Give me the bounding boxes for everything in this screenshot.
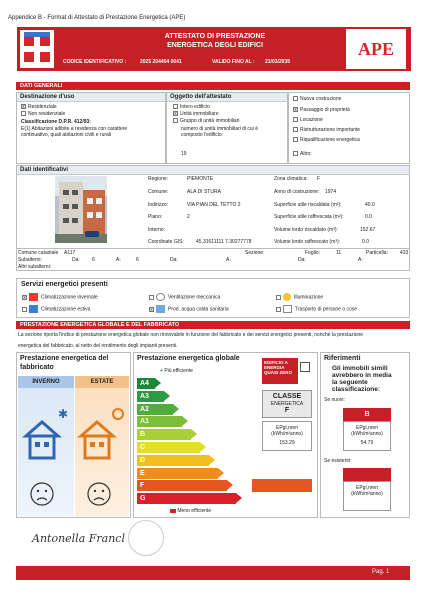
classe-title-2: ENERGETICA	[270, 401, 304, 407]
se-nuovi-epgl-unit: (kWh/m²anno)	[351, 431, 383, 437]
snowflake-icon	[29, 305, 38, 313]
energy-class-e: E	[137, 468, 218, 479]
coordinate-value: 45.31611111 7.30277778	[196, 239, 252, 245]
ventilazione-checkbox[interactable]	[149, 295, 154, 300]
subalterni-label: Subalterni:	[18, 257, 42, 263]
acqua-calda-checkbox[interactable]: x	[150, 306, 153, 313]
sup-raff-label: Superficie utile raffrescata (m²):	[274, 214, 344, 220]
sup-risc-label: Superficie utile riscaldata (m²):	[274, 202, 342, 208]
elevator-icon	[283, 305, 292, 313]
indirizzo-value: VIA PIAN DEL TETTO 2	[187, 202, 241, 208]
doc-title-2: ENERGETICA DEGLI EDIFICI	[167, 42, 263, 49]
radiator-icon	[29, 293, 38, 301]
valido-label: VALIDO FINO AL :	[212, 59, 255, 65]
classificazione-text-2: continuativo, quali abitazioni civili e rurali	[21, 132, 112, 138]
sup-risc-value: 40.0	[365, 202, 375, 208]
locazione-checkbox[interactable]	[293, 117, 298, 122]
edificio-zero-badge: EDIFICIO A ENERGIA QUASI ZERO	[262, 358, 298, 384]
sub-da-3-label: Da:	[298, 257, 306, 263]
vol-raff-value: 0.0	[362, 239, 369, 245]
classe-box	[262, 390, 312, 418]
energy-class-g: G	[137, 493, 236, 504]
sub-da-1-label: Da:	[72, 257, 80, 263]
se-nuovi-epgl-label: EPgl,nren	[356, 425, 378, 431]
rif-text-4: classificazione:	[332, 386, 381, 393]
divider	[16, 248, 410, 249]
nuova-costruzione-checkbox[interactable]	[293, 96, 298, 101]
regione-label: Regione:	[148, 176, 169, 182]
altro-label: Altro:	[300, 151, 312, 157]
se-nuovi-value: 54.79	[360, 440, 374, 446]
minus-icon	[170, 509, 176, 513]
ristrutturazione-label: Ristrutturazione importante	[300, 127, 361, 133]
intero-edificio-label: Intero edificio	[180, 104, 210, 110]
particella-label: Particella:	[366, 250, 388, 256]
unita-immobiliare-checkbox[interactable]: x	[174, 111, 177, 118]
gruppo-unita-label: Gruppo di unità immobiliari	[180, 118, 240, 124]
anno-value: 1974	[325, 189, 337, 195]
indirizzo-label: Indirizzo:	[148, 202, 169, 208]
page-number: Pag. 1	[372, 569, 390, 575]
estate-label: ESTATE	[75, 376, 129, 388]
non-residenziale-label: Non residenziale	[28, 111, 66, 117]
epgl-value: 153.29	[279, 440, 295, 446]
fabbricato-title-1: Prestazione energetica del	[20, 355, 109, 362]
lightbulb-icon	[283, 293, 291, 301]
se-esistenti-class	[343, 468, 391, 481]
numero-unita-value: 19	[181, 151, 187, 157]
piu-efficiente-label: Più efficiente	[164, 368, 193, 374]
destinazione-box	[16, 92, 166, 164]
stamp	[128, 520, 164, 556]
energy-class-b: B	[137, 429, 191, 440]
dati-identificativi-title: Dati identificativi	[17, 166, 409, 175]
svg-text:✱: ✱	[58, 407, 69, 421]
prestazione-intro-2: energetica del fabbricato, al netto del rendimento degli impianti presenti.	[18, 343, 178, 349]
passaggio-checkbox[interactable]: x	[294, 107, 297, 114]
clim-invernale-checkbox[interactable]: x	[23, 294, 26, 301]
inverno-panel	[18, 388, 74, 516]
sub-da-2-label: Da:	[170, 257, 178, 263]
foglio-label: Foglio:	[305, 250, 321, 256]
globale-title: Prestazione energetica globale	[137, 355, 240, 362]
classificazione-text-1: E(1) Abitazioni adibite a residenza con carattere	[21, 126, 128, 132]
sub-a-3-label: A:	[358, 257, 363, 263]
classificazione-label: Classificazione D.P.R. 412/93:	[21, 119, 91, 125]
acqua-calda-label: Prod. acqua calda sanitaria	[168, 306, 229, 313]
energy-class-c: C	[137, 442, 200, 453]
energy-class-f: F	[137, 480, 227, 491]
fan-icon	[156, 293, 165, 301]
foglio-value: 11	[336, 250, 342, 256]
comune-catastale-value: A117	[64, 250, 76, 256]
illuminazione-label: Illuminazione	[294, 294, 324, 301]
meno-efficiente-label: Meno efficiente	[177, 508, 212, 514]
se-nuovi-box	[343, 421, 391, 451]
footer-band	[16, 566, 410, 580]
ape-logo: APE	[346, 29, 406, 69]
piano-value: 2	[187, 214, 190, 220]
se-nuovi-class: B	[343, 408, 391, 421]
energy-class-d: D	[137, 455, 209, 466]
sup-raff-value: 0.0	[365, 214, 372, 220]
sub-a-1-label: A:	[116, 257, 121, 263]
oggetto-title: Oggetto dell'attestato	[167, 93, 287, 102]
epgl-box	[262, 421, 312, 451]
water-tap-icon	[156, 305, 165, 313]
interno-label: Interno:	[148, 227, 165, 233]
epgl-unit: (kWh/m²anno)	[271, 431, 303, 437]
nuova-costruzione-label: Nuova costruzione	[300, 96, 342, 102]
prestazione-header: PRESTAZIONE ENERGETICA GLOBALE E DEL FABBRICATO	[16, 321, 410, 329]
vol-risc-value: 152.67	[360, 227, 376, 233]
se-nuovi-label: Se nuovi:	[324, 397, 345, 403]
anno-label: Anno di costruzione:	[274, 189, 320, 195]
ristrutturazione-checkbox[interactable]	[293, 127, 298, 132]
residenziale-checkbox[interactable]: x	[22, 104, 25, 111]
energy-class-a4: A4	[137, 378, 155, 389]
locazione-label: Locazione	[300, 117, 323, 123]
energy-class-a2: A2	[137, 404, 173, 415]
illuminazione-checkbox[interactable]	[276, 295, 281, 300]
comune-label: Comune:	[148, 189, 169, 195]
riferimenti-title: Riferimenti	[324, 355, 361, 362]
comune-catastale-label: Comune catastale	[18, 250, 59, 256]
sub-da-1-value: 6	[92, 257, 95, 263]
classe-value: F	[284, 407, 290, 414]
energy-class-a1: A1	[137, 416, 182, 427]
plus-icon: +	[160, 368, 163, 374]
servizi-title: Servizi energetici presenti	[21, 281, 108, 288]
numero-unita-label-2: composto l'edificio:	[181, 132, 224, 138]
estate-panel	[75, 388, 129, 516]
codice-value: 2025 204454 0041	[140, 59, 182, 65]
trasporto-label: Trasporto di persone o cose	[295, 306, 358, 313]
prestazione-intro-1: La sezione riporta l'indice di prestazione energetica globale non rinnovabile in funzione del fabbricato e dei servizi energetici presenti, nonché la prestazione	[18, 332, 364, 338]
riqualificazione-label: Riqualificazione energetica	[300, 137, 360, 143]
sub-a-1-value: 6	[136, 257, 139, 263]
sezione-label: Sezione:	[245, 250, 265, 256]
se-esistenti-label: Se esistenti:	[324, 458, 352, 464]
inverno-label: INVERNO	[18, 376, 74, 388]
altro-checkbox[interactable]	[293, 151, 298, 156]
gruppo-unita-checkbox[interactable]	[173, 118, 178, 123]
current-class-marker	[252, 479, 312, 492]
sub-a-2-label: A:	[226, 257, 231, 263]
edificio-zero-checkbox[interactable]	[300, 362, 310, 372]
se-esistenti-box	[343, 481, 391, 511]
altri-subalterni-label: Altri subalterni:	[18, 264, 52, 270]
ventilazione-label: Ventilazione meccanica	[168, 294, 221, 301]
building-photo	[55, 176, 107, 243]
doc-title-1: ATTESTATO DI PRESTAZIONE	[164, 33, 266, 40]
destinazione-title: Destinazione d'uso	[17, 93, 165, 102]
rif-text-2: avrebbero in media	[332, 372, 392, 379]
passaggio-label: Passaggio di proprietà	[300, 107, 350, 113]
zona-label: Zona climatica:	[274, 176, 308, 182]
numero-unita-label-1: numero di unità immobiliari di cui è	[181, 126, 258, 132]
signature: Antonella Francl	[32, 532, 125, 545]
region-logo	[20, 30, 54, 68]
epgl-label: EPgl,nren	[276, 425, 298, 431]
zona-value: F	[317, 176, 321, 182]
vol-raff-label: Volume lordo raffrescato (m³):	[274, 239, 341, 245]
comune-value: ALA DI STURA	[187, 189, 221, 195]
codice-label: CODICE IDENTIFICATIVO :	[63, 59, 127, 65]
non-residenziale-checkbox[interactable]	[21, 111, 26, 116]
intero-edificio-checkbox[interactable]	[173, 104, 178, 109]
regione-value: PIEMONTE	[187, 176, 214, 182]
clim-estiva-label: Climatizzazione estiva	[41, 306, 91, 313]
dati-generali-header: DATI GENERALI	[16, 82, 410, 90]
trasporto-checkbox[interactable]	[276, 307, 281, 312]
particella-value: 433	[400, 250, 409, 256]
clim-estiva-checkbox[interactable]	[22, 307, 27, 312]
clim-invernale-label: Climatizzazione invernale	[41, 294, 98, 301]
residenziale-label: Residenziale	[28, 104, 57, 110]
valido-value: 21/03/2035	[265, 59, 291, 65]
se-esistenti-epgl-label: EPgl,nren	[356, 485, 378, 491]
energy-class-a3: A3	[137, 391, 164, 402]
piano-label: Piano:	[148, 214, 163, 220]
rif-text-3: la seguente	[332, 379, 368, 386]
rif-text-1: Gli immobili simili	[332, 365, 388, 372]
appendix-title: Appendice B - Format di Attestato di Prestazione Energetica (APE)	[8, 15, 186, 21]
unita-immobiliare-label: Unità immobiliare	[180, 111, 219, 117]
vol-risc-label: Volume lordo riscaldato (m³):	[274, 227, 338, 233]
fabbricato-title-2: fabbricato	[20, 364, 54, 371]
coordinate-label: Coordinate GIS:	[148, 239, 184, 245]
classe-title-1: CLASSE	[272, 393, 302, 400]
se-esistenti-epgl-unit: (kWh/m²anno)	[351, 491, 383, 497]
motivazione-box	[288, 92, 410, 164]
riqualificazione-checkbox[interactable]	[293, 137, 298, 142]
oggetto-box	[166, 92, 288, 164]
